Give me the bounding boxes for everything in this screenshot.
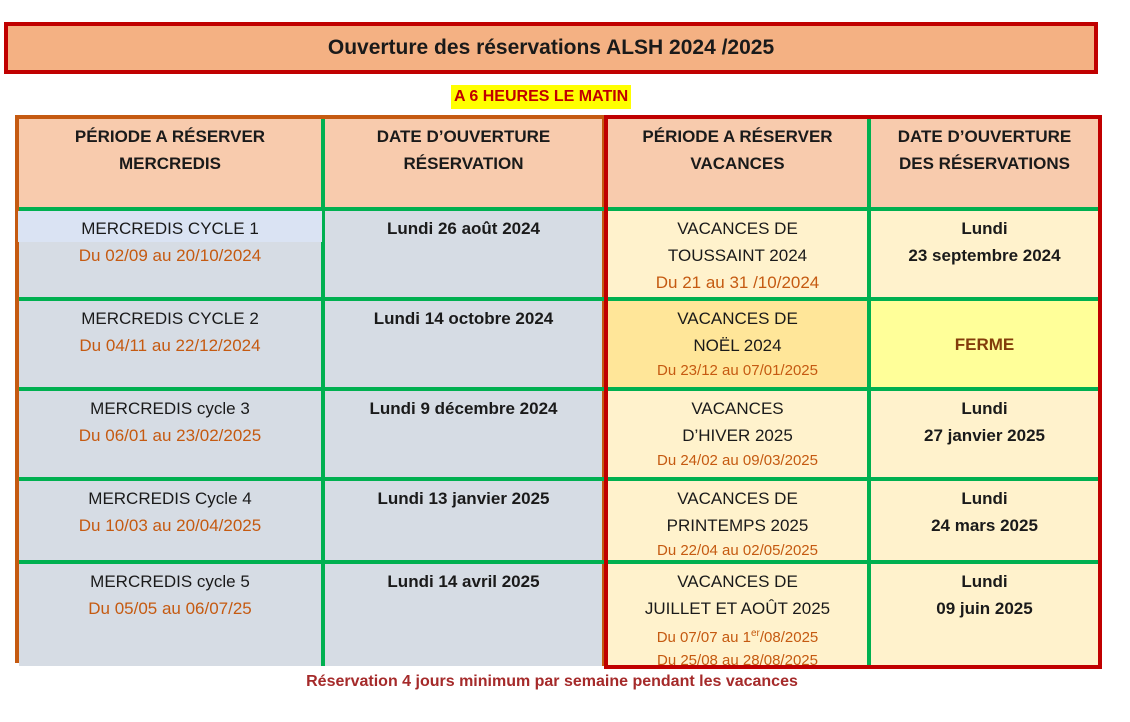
mercredis-dates: Du 10/03 au 20/04/2025: [78, 516, 262, 535]
vacances-dates: Du 25/08 au 28/08/2025: [657, 652, 818, 669]
vacances-dates: [608, 622, 867, 649]
header-line: PÉRIODE A RÉSERVER: [642, 127, 833, 146]
vacances-cell: [608, 564, 871, 669]
vacances-opening-cell: [871, 481, 1098, 560]
mercredis-opening-date: Lundi 9 décembre 2024: [369, 399, 558, 418]
mercredis-opening-cell: [325, 564, 608, 666]
vacances-label: VACANCES DE: [677, 309, 798, 328]
dates-part: Du 07/07 au 1: [656, 629, 751, 646]
vacances-label: VACANCES: [691, 399, 784, 418]
mercredis-cell: [19, 301, 325, 387]
vacances-label: JUILLET ET AOÛT 2025: [644, 599, 831, 618]
vacances-cell: [608, 211, 871, 297]
header-cell-vacances-opening: [871, 119, 1098, 207]
header-cell-vacances: [608, 119, 871, 207]
dates-superscript: er: [750, 628, 760, 639]
header-cell-mercredis-opening: [325, 119, 608, 207]
header-line: PÉRIODE A RÉSERVER: [74, 127, 266, 146]
mercredis-opening-cell: [325, 391, 608, 477]
title-banner: [4, 22, 1098, 74]
mercredis-label: MERCREDIS CYCLE 2: [81, 309, 259, 328]
vacances-opening-cell: [871, 301, 1098, 387]
mercredis-dates: Du 02/09 au 20/10/2024: [78, 246, 262, 265]
vacances-opening-day: Lundi: [961, 489, 1008, 508]
mercredis-cell: [19, 481, 325, 560]
reservation-table: [19, 119, 1098, 669]
dates-part: /08/2025: [759, 629, 819, 646]
mercredis-opening-cell: [325, 301, 608, 387]
mercredis-opening-date: Lundi 14 octobre 2024: [373, 309, 554, 328]
vacances-cell: [608, 391, 871, 477]
table-row: [19, 301, 1098, 387]
vacances-opening-day: Lundi: [961, 219, 1008, 238]
vacances-label: PRINTEMPS 2025: [666, 516, 809, 535]
table-row: [19, 564, 1098, 669]
vacances-opening-day: Lundi: [961, 399, 1008, 418]
vacances-label: D’HIVER 2025: [682, 426, 793, 445]
mercredis-cell: [19, 211, 325, 297]
vacances-opening-date: 24 mars 2025: [931, 516, 1038, 535]
footer-note: Réservation 4 jours minimum par semaine pendant les vacances: [306, 673, 798, 690]
mercredis-opening-date: Lundi 26 août 2024: [386, 219, 541, 238]
mercredis-opening-date: Lundi 13 janvier 2025: [377, 489, 550, 508]
vacances-cell: [608, 481, 871, 560]
vacances-cell: [608, 301, 871, 387]
mercredis-label: MERCREDIS cycle 3: [90, 399, 250, 418]
vacances-opening-date: 23 septembre 2024: [908, 246, 1061, 265]
vacances-opening-date: 27 janvier 2025: [924, 426, 1045, 445]
mercredis-opening-cell: [325, 211, 608, 297]
table-row: [19, 211, 1098, 297]
header-line: VACANCES: [690, 154, 785, 173]
table-row: [19, 391, 1098, 477]
vacances-opening-cell: [871, 211, 1098, 297]
vacances-dates: Du 23/12 au 07/01/2025: [657, 362, 818, 379]
vacances-opening-date: 09 juin 2025: [936, 599, 1033, 618]
vacances-label: VACANCES DE: [677, 572, 798, 591]
header-line: MERCREDIS: [118, 154, 221, 173]
mercredis-dates: Du 04/11 au 22/12/2024: [79, 336, 261, 355]
vacances-dates: Du 21 au 31 /10/2024: [655, 273, 820, 292]
header-line: DES RÉSERVATIONS: [899, 154, 1070, 173]
mercredis-label: MERCREDIS CYCLE 1: [18, 211, 322, 242]
header-line: DATE D’OUVERTURE: [376, 127, 551, 146]
header-cell-mercredis: [19, 119, 325, 207]
mercredis-label: MERCREDIS Cycle 4: [88, 489, 252, 508]
vacances-opening-cell: [871, 564, 1098, 666]
closed-status: FERME: [954, 334, 1015, 354]
vacances-label: VACANCES DE: [677, 219, 798, 238]
mercredis-opening-date: Lundi 14 avril 2025: [387, 572, 540, 591]
mercredis-opening-cell: [325, 481, 608, 560]
mercredis-cell: [19, 391, 325, 477]
table-row: [19, 481, 1098, 560]
header-line: RÉSERVATION: [403, 154, 524, 173]
vacances-label: NOËL 2024: [693, 336, 782, 355]
vacances-label: TOUSSAINT 2024: [667, 246, 808, 265]
vacances-label: VACANCES DE: [677, 489, 798, 508]
page-title: Ouverture des réservations ALSH 2024 /2025: [327, 36, 775, 59]
mercredis-label: MERCREDIS cycle 5: [90, 572, 250, 591]
vacances-dates: Du 22/04 au 02/05/2025: [657, 542, 818, 559]
vacances-opening-day: Lundi: [961, 572, 1008, 591]
vacances-opening-cell: [871, 391, 1098, 477]
header-line: DATE D’OUVERTURE: [897, 127, 1072, 146]
vacances-dates: Du 24/02 au 09/03/2025: [657, 452, 818, 469]
mercredis-cell: [19, 564, 325, 666]
mercredis-dates: Du 05/05 au 06/07/25: [88, 599, 252, 618]
table-header-row: [19, 119, 1098, 207]
opening-time-note: A 6 HEURES LE MATIN: [451, 85, 631, 109]
mercredis-dates: Du 06/01 au 23/02/2025: [78, 426, 262, 445]
